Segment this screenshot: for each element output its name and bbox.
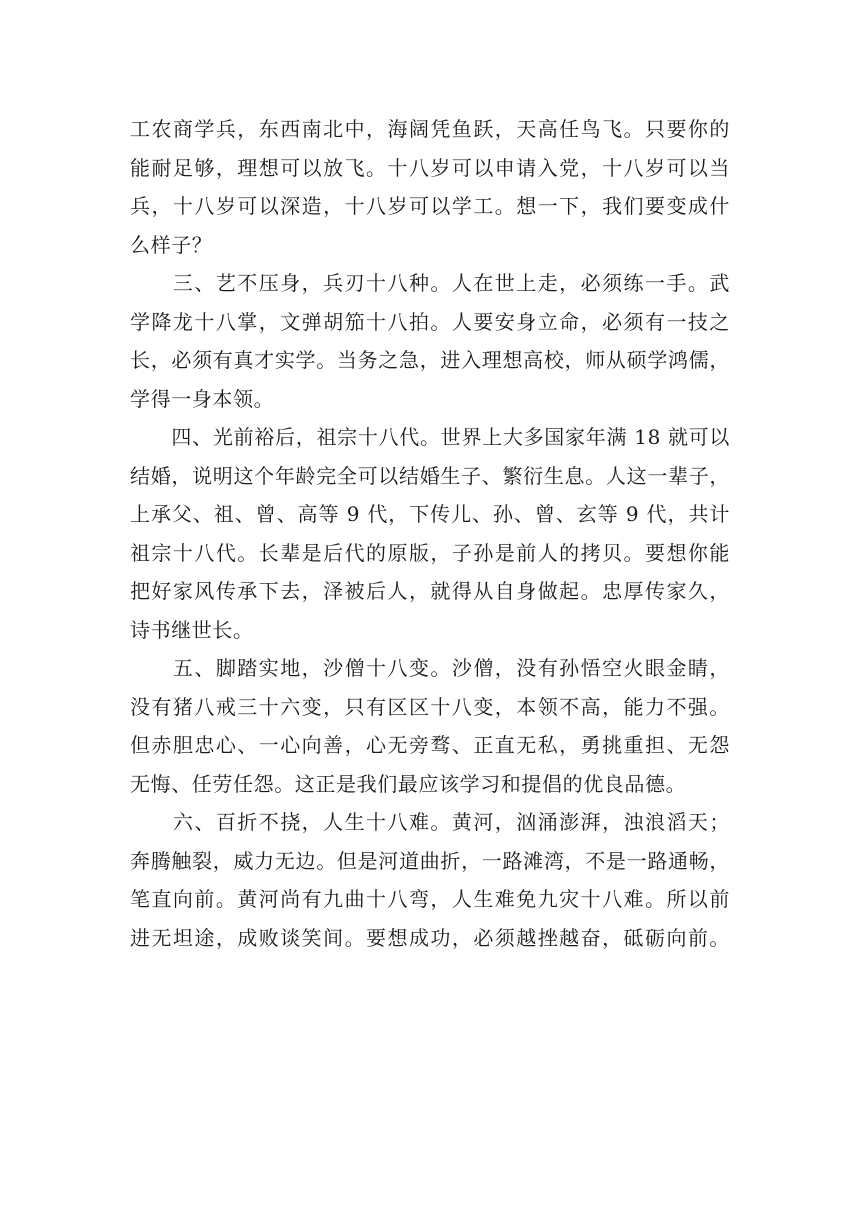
text-line: 学得一身本领。 [130, 386, 275, 411]
text-line: 学降龙十八掌，文弹胡笳十八拍。人要安身立命，必须有一技之 [130, 309, 730, 334]
text-line: 工农商学兵，东西南北中，海阔凭鱼跃，天高任鸟飞。只要你的 [130, 117, 730, 141]
text-line: 笔直向前。黄河尚有九曲十八弯，人生难免九灾十八难。所以前 [130, 887, 730, 911]
text-line: 六、百折不挠，人生十八难。黄河，汹涌澎湃，浊浪滔天； [130, 810, 730, 834]
text-line: 但赤胆忠心、一心向善，心无旁骛、正直无私，勇挑重担、无怨 [130, 733, 730, 757]
text-line: 兵，十八岁可以深造，十八岁可以学工。想一下，我们要变成什 [130, 194, 730, 218]
text-line: 无悔、任劳任怨。这正是我们最应该学习和提倡的优良品德。 [130, 771, 687, 796]
text-line: 四、光前裕后，祖宗十八代。世界上大多国家年满 18 就可以 [130, 425, 730, 449]
text-line: 上承父、祖、曾、高等 9 代，下传儿、孙、曾、玄等 9 代，共计 [130, 502, 730, 526]
text-line: 奔腾触裂，威力无边。但是河道曲折，一路滩湾，不是一路通畅， [130, 848, 730, 873]
text-line: 长，必须有真才实学。当务之急，进入理想高校，师从硕学鸿儒， [130, 348, 730, 372]
text-line: 么样子？ [130, 232, 213, 257]
text-line: 能耐足够，理想可以放飞。十八岁可以申请入党，十八岁可以当 [130, 155, 730, 180]
paragraph-section-three [130, 264, 730, 418]
text-line: 祖宗十八代。长辈是后代的原版，子孙是前人的拷贝。要想你能 [130, 540, 730, 565]
text-line: 三、艺不压身，兵刃十八种。人在世上走，必须练一手。武 [130, 271, 730, 295]
text-line: 结婚，说明这个年龄完全可以结婚生子、繁衍生息。人这一辈子， [130, 463, 730, 488]
text-line: 把好家风传承下去，泽被后人，就得从自身做起。忠厚传家久， [130, 579, 730, 603]
text-line: 进无坦途，成败谈笑间。要想成功，必须越挫越奋，砥砺向前。 [130, 925, 730, 950]
paragraph-section-four [130, 418, 730, 649]
paragraph-continued-intro [130, 110, 730, 264]
document-body [130, 110, 730, 957]
text-line: 没有猪八戒三十六变，只有区区十八变，本领不高，能力不强。 [130, 694, 730, 719]
paragraph-section-six [130, 803, 730, 957]
paragraph-section-five [130, 649, 730, 803]
text-line: 五、脚踏实地，沙僧十八变。沙僧，没有孙悟空火眼金睛， [130, 656, 730, 680]
text-line: 诗书继世长。 [130, 617, 254, 642]
